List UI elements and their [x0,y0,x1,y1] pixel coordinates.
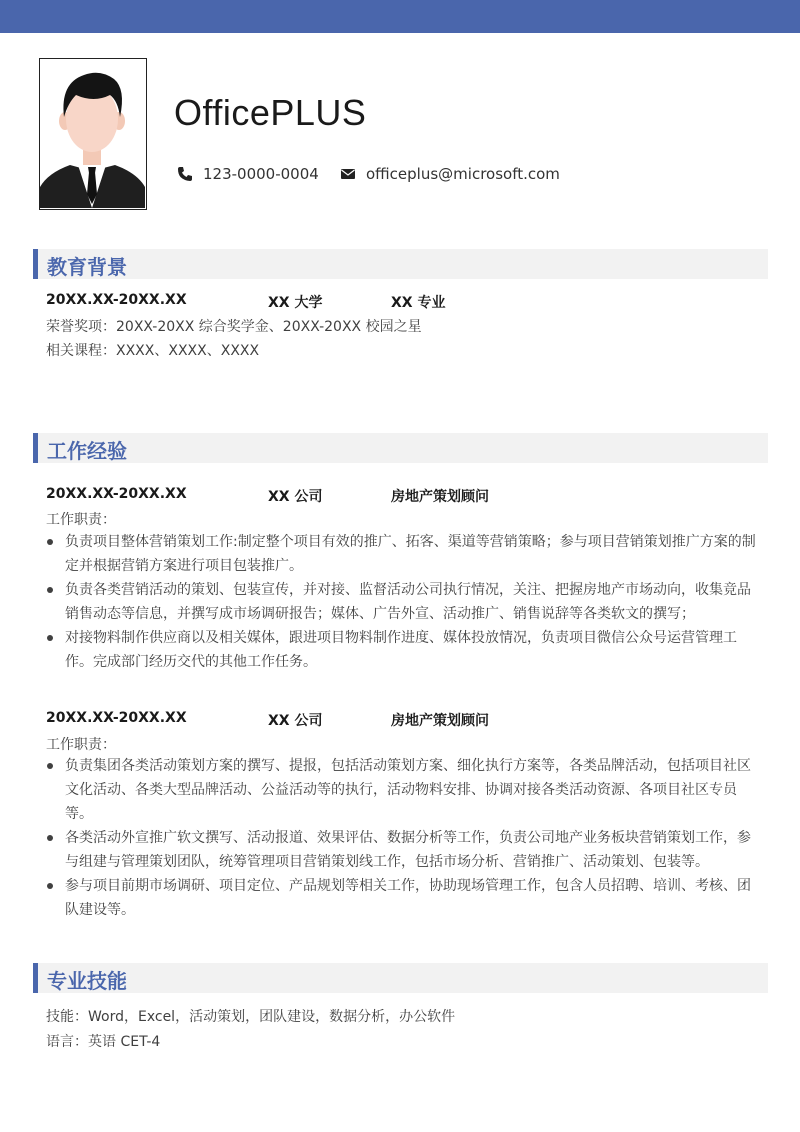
job-1-duties-list [46,530,762,674]
experience-title: 工作经验 [47,439,127,463]
section-accent-bar [33,249,38,279]
phone-number: 123-0000-0004 [203,165,319,183]
duty-item: 对接物料制作供应商以及相关媒体，跟进项目物料制作进度、媒体投放情况，负责项目微信公众号运营管理工作。完成部门经历交代的其他工作任务。 [46,626,762,674]
email-contact [340,165,560,183]
phone-contact [177,165,319,183]
job-1-date: 20XX.XX-20XX.XX [46,486,187,502]
job-2-duties-label: 工作职责： [46,737,116,753]
duty-item: 负责项目整体营销策划工作:制定整个项目有效的推广、拓客、渠道等营销策略；参与项目营销策划推广方案的制定并根据营销方案进行项目包装推广。 [46,530,762,578]
duty-item: 参与项目前期市场调研、项目定位、产品规划等相关工作，协助现场管理工作，包含人员招聘、培训、考核、团队建设等。 [46,874,762,922]
experience-section-header [33,433,768,463]
job-1-role: 房地产策划顾问 [391,489,489,505]
education-section-header [33,249,768,279]
education-courses: 相关课程：XXXX、XXXX、XXXX [46,343,260,359]
language-line: 语言：英语 CET-4 [46,1034,161,1050]
duty-item: 负责集团各类活动策划方案的撰写、提报，包括活动策划方案、细化执行方案等，各类品牌活动，包括项目社区文化活动、各类大型品牌活动、公益活动等的执行，活动物料安排、协调对接各类活动资源、各项目社区专员等。 [46,754,762,826]
duty-item: 负责各类营销活动的策划、包装宣传，并对接、监督活动公司执行情况，关注、把握房地产市场动向，收集竞品销售动态等信息，并撰写成市场调研报告；媒体、广告外宣、活动推广、销售说辞等各类软文的撰写； [46,578,762,626]
candidate-name: OfficePLUS [174,92,367,133]
profile-photo [39,58,147,210]
job-2-date: 20XX.XX-20XX.XX [46,710,187,726]
education-title: 教育背景 [47,255,127,279]
email-address: officeplus@microsoft.com [366,165,560,183]
job-2-role: 房地产策划顾问 [391,713,489,729]
skills-title: 专业技能 [47,969,127,993]
job-2-duties-list [46,754,762,922]
education-major: XX 专业 [391,295,446,311]
education-school: XX 大学 [268,295,323,311]
section-accent-bar [33,433,38,463]
education-date: 20XX.XX-20XX.XX [46,292,187,308]
phone-icon [177,166,193,182]
job-2-company: XX 公司 [268,713,323,729]
job-1-duties-label: 工作职责： [46,512,116,528]
duty-item: 各类活动外宣推广软文撰写、活动报道、效果评估、数据分析等工作，负责公司地产业务板块营销策划工作，参与组建与管理策划团队，统筹管理项目营销策划线工作，包括市场分析、营销推广、活动策划、包装等。 [46,826,762,874]
section-accent-bar [33,963,38,993]
skills-line: 技能：Word，Excel，活动策划，团队建设，数据分析，办公软件 [46,1009,456,1025]
skills-section-header [33,963,768,993]
education-honors: 荣誉奖项：20XX-20XX 综合奖学金、20XX-20XX 校园之星 [46,319,422,335]
job-1-company: XX 公司 [268,489,323,505]
top-accent-bar [0,0,800,33]
envelope-icon [340,166,356,182]
